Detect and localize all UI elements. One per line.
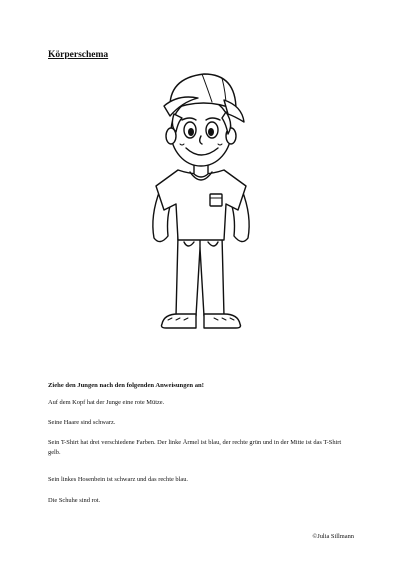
instruction-hair: Seine Haare sind schwarz. bbox=[48, 419, 116, 426]
page-title: Körperschema bbox=[48, 50, 109, 60]
t-shirt bbox=[156, 170, 246, 240]
trousers bbox=[176, 236, 224, 316]
instruction-heading: Ziehe den Jungen nach den folgenden Anweisungen an! bbox=[48, 382, 204, 389]
instruction-shoes: Die Schuhe sind rot. bbox=[48, 497, 101, 504]
boy-coloring-illustration bbox=[138, 66, 264, 336]
shirt-pocket bbox=[210, 194, 222, 206]
copyright-notice: ©Julia Sillmann bbox=[312, 533, 354, 540]
instruction-tshirt: Sein T-Shirt hat drei verschiedene Farben. Der linke Ärmel ist blau, der rechte grün und in der Mitte ist das T-Shirt gelb. bbox=[48, 439, 342, 456]
shoes bbox=[162, 314, 241, 328]
instruction-trousers: Sein linkes Hosenbein ist schwarz und das rechte blau. bbox=[48, 476, 189, 483]
instruction-cap: Auf dem Kopf hat der Junge eine rote Mütze. bbox=[48, 399, 165, 406]
